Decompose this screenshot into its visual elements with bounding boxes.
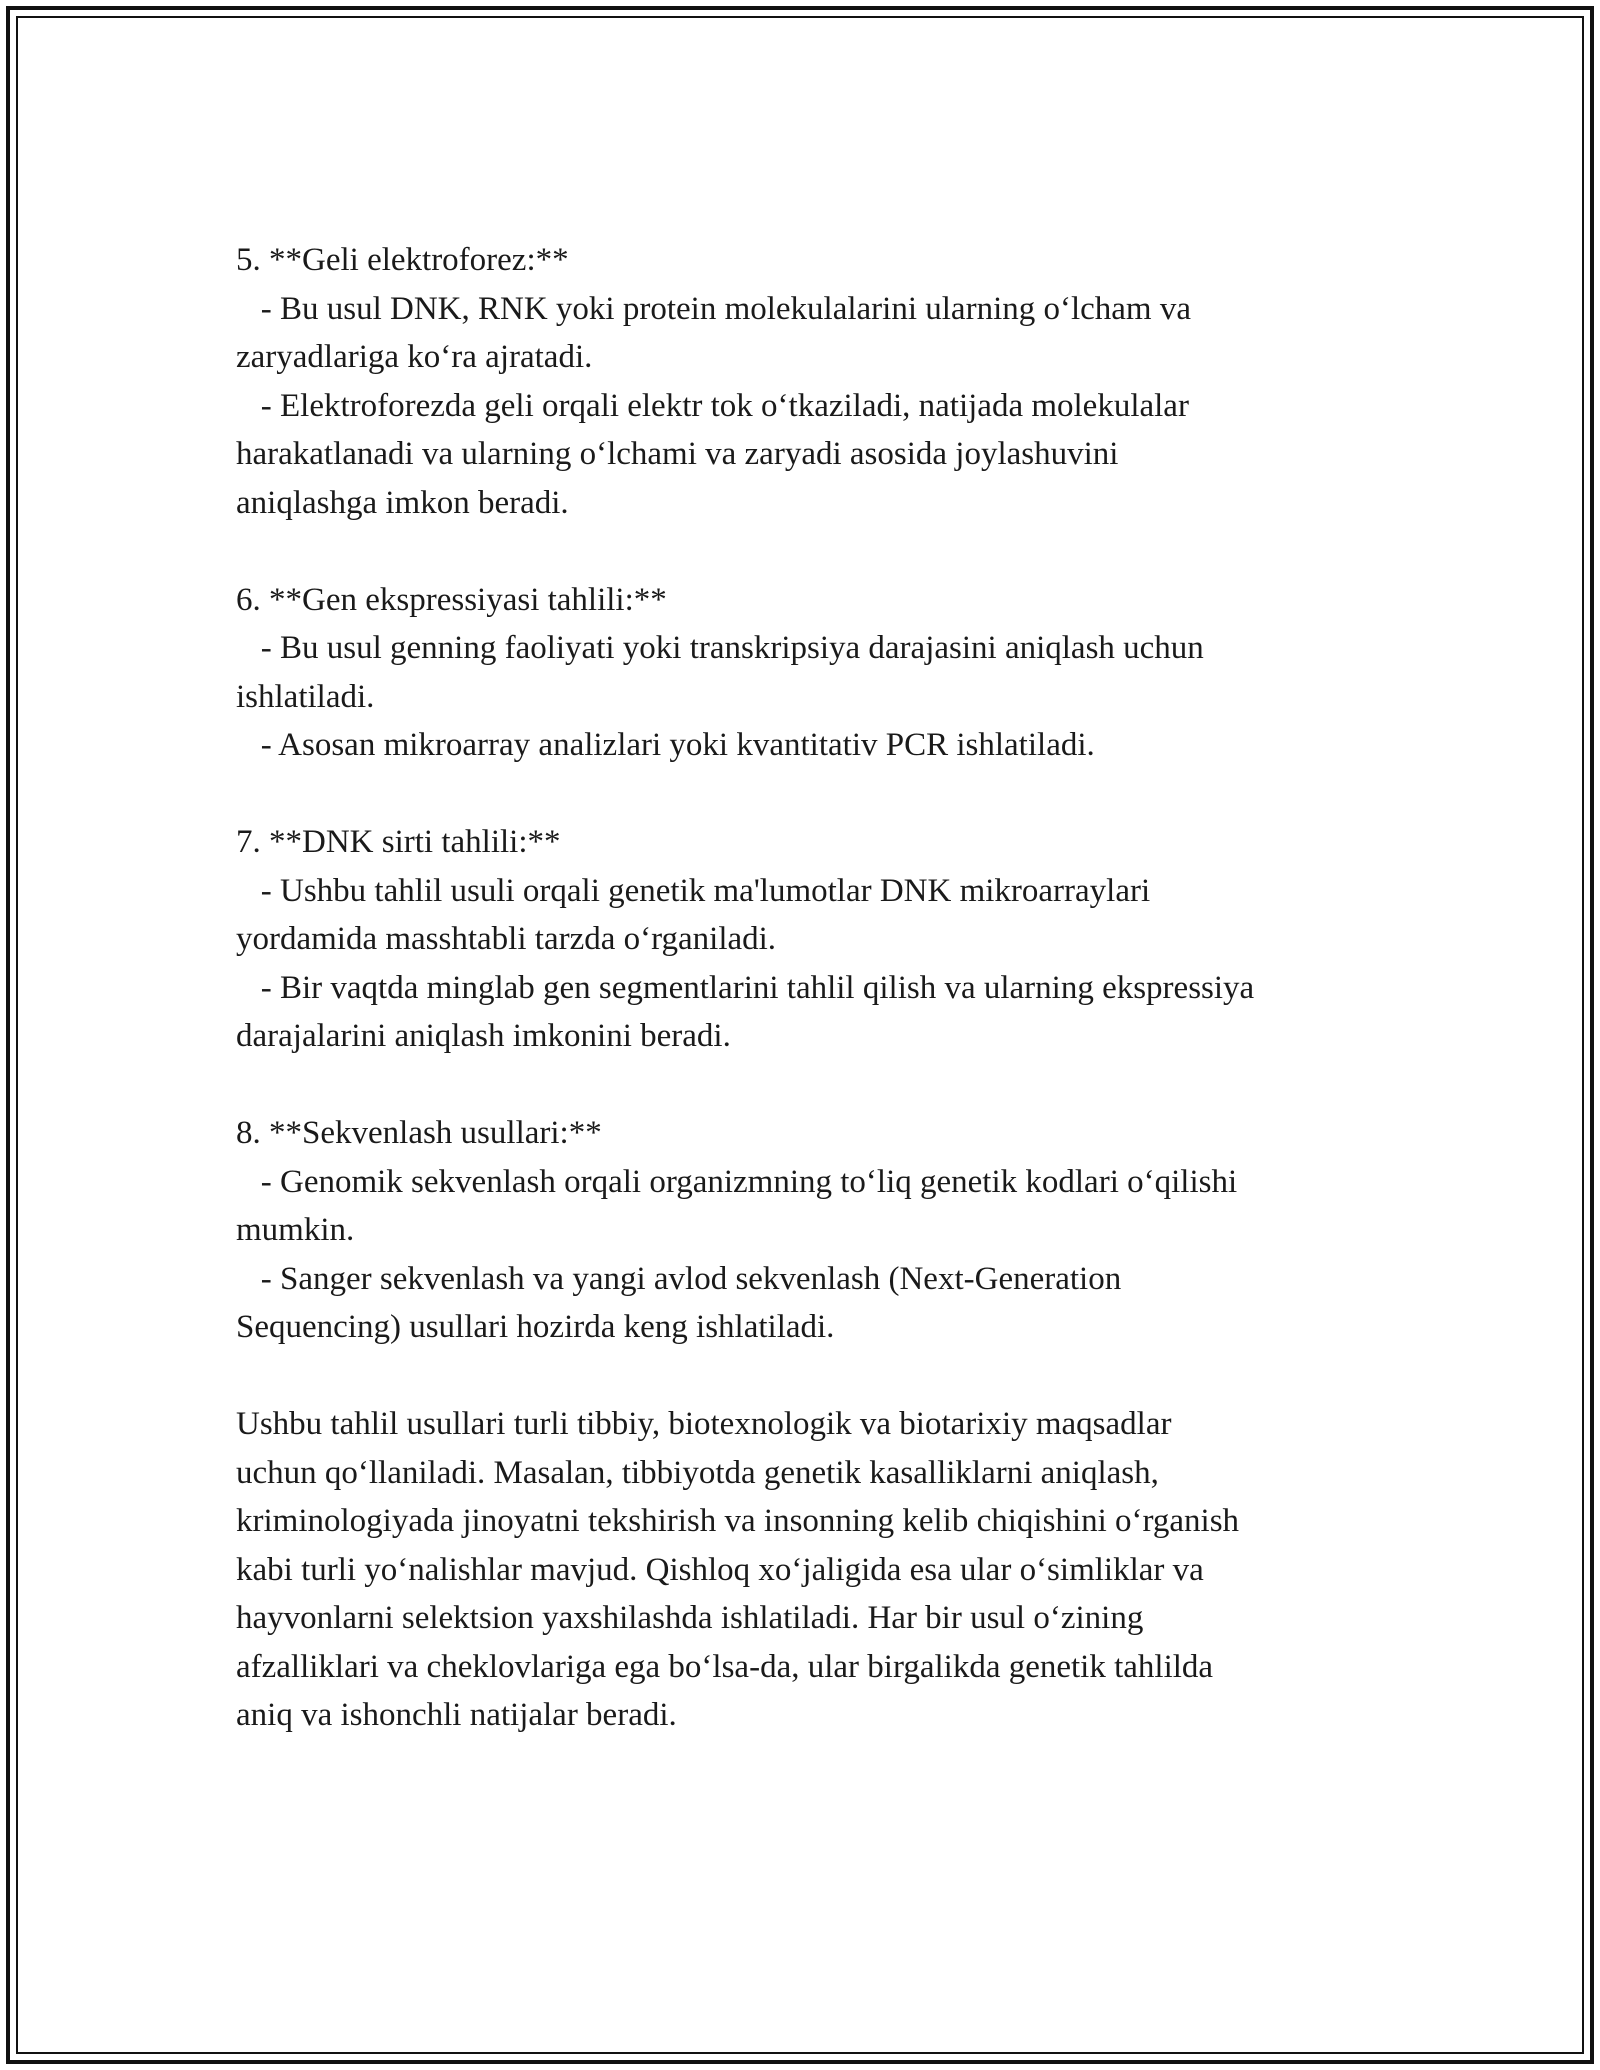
paragraph-gap xyxy=(236,1352,1396,1401)
text-line: darajalarini aniqlash imkonini beradi. xyxy=(236,1018,731,1054)
text-line: - Ushbu tahlil usuli orqali genetik ma'lumotlar DNK mikroarraylari xyxy=(236,872,1151,909)
text-line: - Bir vaqtda minglab gen segmentlarini tahlil qilish va ularning ekspressiya xyxy=(236,969,1255,1006)
text-line: aniq va ishonchli natijalar beradi. xyxy=(236,1697,677,1733)
text-line: uchun qoʻllaniladi. Masalan, tibbiyotda genetik kasalliklarni aniqlash, xyxy=(236,1454,1159,1491)
section-dna-surface xyxy=(236,818,1396,1061)
text-line: zaryadlariga koʻra ajratadi. xyxy=(236,339,593,375)
text-line: hayvonlarni selektsion yaxshilashda ishlatiladi. Har bir usul oʻzining xyxy=(236,1600,1144,1636)
paragraph-gap xyxy=(236,1061,1396,1110)
text-line: - Sanger sekvenlash va yangi avlod sekvenlash (Next-Generation xyxy=(236,1260,1122,1297)
section-heading: 5. **Geli elektroforez:** xyxy=(236,242,569,278)
text-line: Ushbu tahlil usullari turli tibbiy, biotexnologik va biotarixiy maqsadlar xyxy=(236,1406,1172,1442)
section-heading: 8. **Sekvenlash usullari:** xyxy=(236,1115,602,1151)
text-line: kabi turli yoʻnalishlar mavjud. Qishloq xoʻjaligida esa ular oʻsimliklar va xyxy=(236,1551,1204,1588)
text-line: yordamida masshtabli tarzda oʻrganiladi. xyxy=(236,921,777,957)
text-line: Sequencing) usullari hozirda keng ishlatiladi. xyxy=(236,1309,835,1345)
text-line: mumkin. xyxy=(236,1212,355,1248)
section-sequencing xyxy=(236,1109,1396,1352)
text-line: aniqlashga imkon beradi. xyxy=(236,484,569,521)
paragraph-gap xyxy=(236,527,1396,576)
text-line: afzalliklari va cheklovlariga ega boʻlsa-da, ular birgalikda genetik tahlilda xyxy=(236,1648,1214,1685)
section-gel-electrophoresis xyxy=(236,236,1396,527)
section-heading: 7. **DNK sirti tahlili:** xyxy=(236,824,561,860)
text-line: - Genomik sekvenlash orqali organizmning toʻliq genetik kodlari oʻqilishi xyxy=(236,1163,1238,1200)
text-line: ishlatiladi. xyxy=(236,678,375,715)
text-line: - Elektroforezda geli orqali elektr tok oʻtkaziladi, natijada molekulalar xyxy=(236,387,1189,424)
conclusion-paragraph xyxy=(236,1400,1396,1740)
paragraph-gap xyxy=(236,770,1396,819)
text-line: - Bu usul DNK, RNK yoki protein molekulalarini ularning oʻlcham va xyxy=(236,290,1192,327)
section-heading: 6. **Gen ekspressiyasi tahlili:** xyxy=(236,581,667,618)
text-line: - Asosan mikroarray analizlari yoki kvantitativ PCR ishlatiladi. xyxy=(236,727,1095,763)
text-line: harakatlanadi va ularning oʻlchami va zaryadi asosida joylashuvini xyxy=(236,436,1119,472)
text-line: kriminologiyada jinoyatni tekshirish va insonning kelib chiqishini oʻrganish xyxy=(236,1503,1240,1539)
section-gene-expression xyxy=(236,576,1396,770)
document-body xyxy=(236,236,1396,1740)
text-line: - Bu usul genning faoliyati yoki transkripsiya darajasini aniqlash uchun xyxy=(236,630,1204,666)
